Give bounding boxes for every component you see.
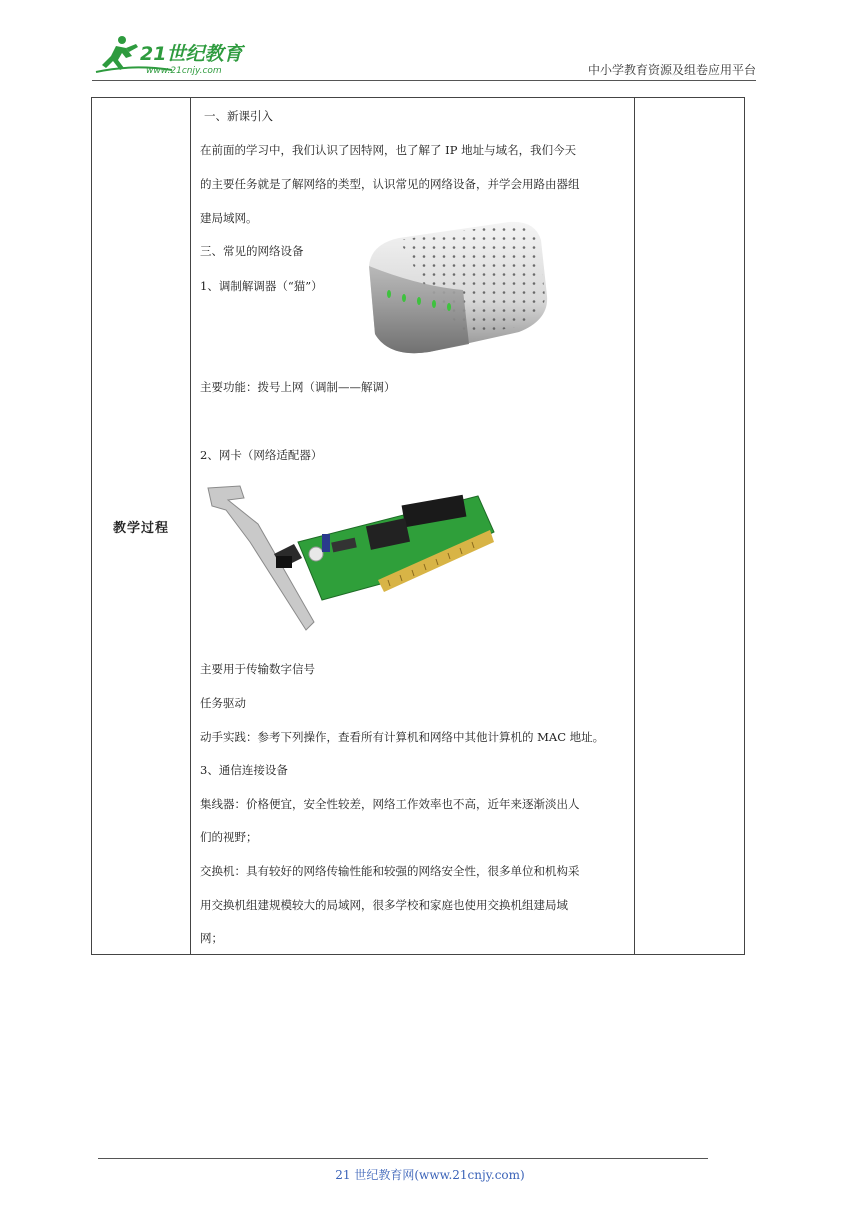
- platform-label: 中小学教育资源及组卷应用平台: [587, 63, 756, 77]
- footer-text: 21 世纪教育网(www.21cnjy.com): [335, 1168, 525, 1182]
- paragraph-line: 的主要任务就是了解网络的类型，认识常见的网络设备，并学会用路由器组: [200, 177, 580, 191]
- section-heading: 一、新课引入: [204, 109, 273, 123]
- paragraph-line: 交换机：具有较好的网络传输性能和较强的网络安全性，很多单位和机构采: [200, 864, 580, 878]
- logo-text: 21世纪教育: [140, 43, 243, 65]
- item-heading: 2、网卡（网络适配器）: [200, 448, 323, 462]
- paragraph-line: 网；: [200, 931, 223, 945]
- paragraph-line: 主要功能：拨号上网（调制——解调）: [200, 380, 396, 394]
- stage-label: 教学过程: [112, 520, 169, 536]
- paragraph-line: 用交换机组建规模较大的局域网，很多学校和家庭也使用交换机组建局域: [200, 898, 568, 912]
- page-header: [0, 0, 860, 82]
- paragraph-line: 动手实践：参考下列操作，查看所有计算机和网络中其他计算机的 MAC 地址。: [200, 730, 605, 744]
- header-divider: [92, 80, 756, 81]
- item-heading: 任务驱动: [200, 696, 246, 710]
- item-heading: 1、调制解调器（“猫”）: [200, 279, 323, 293]
- paragraph-line: 主要用于传输数字信号: [200, 662, 315, 676]
- lesson-table: [91, 97, 745, 955]
- network-card-image: [198, 484, 495, 641]
- logo-url: www.21cnjy.com: [146, 66, 222, 76]
- notes-cell: [635, 98, 745, 955]
- stage-cell: [92, 98, 191, 955]
- content-cell: [191, 98, 635, 955]
- footer-divider: [98, 1158, 708, 1159]
- paragraph-line: 集线器：价格便宜，安全性较差，网络工作效率也不高，近年来逐渐淡出人: [200, 797, 580, 811]
- paragraph-line: 在前面的学习中，我们认识了因特网，也了解了 IP 地址与域名，我们今天: [200, 143, 577, 157]
- paragraph-line: 们的视野；: [200, 830, 258, 844]
- logo: [92, 34, 262, 78]
- paragraph-line: 建局域网。: [200, 211, 258, 225]
- item-heading: 3、通信连接设备: [200, 763, 288, 777]
- section-heading: 三、常见的网络设备: [200, 244, 304, 258]
- modem-image: [359, 216, 553, 358]
